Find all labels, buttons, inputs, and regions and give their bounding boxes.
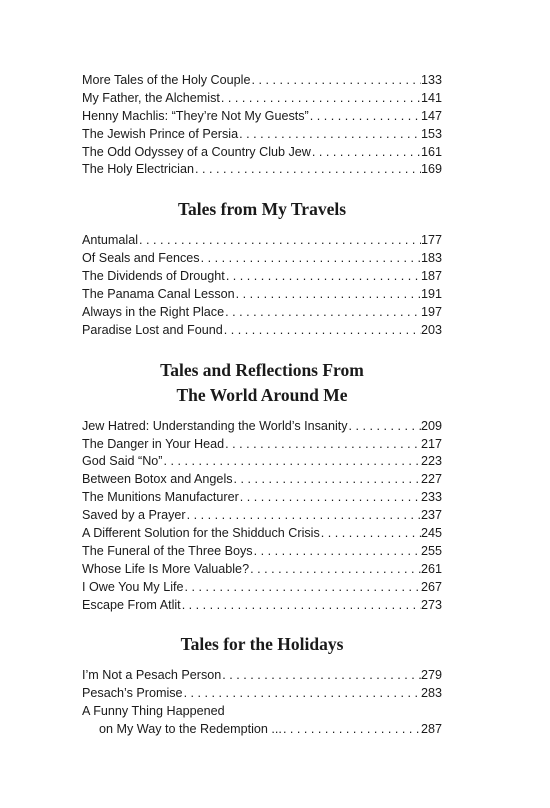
dot-leader bbox=[236, 286, 421, 304]
toc-entry bbox=[82, 597, 442, 615]
toc-entry bbox=[82, 72, 442, 90]
section-heading-travels bbox=[82, 197, 442, 222]
dot-leader bbox=[222, 667, 421, 685]
entry-page-number: 237 bbox=[420, 508, 442, 523]
entry-page-number: 161 bbox=[420, 144, 442, 159]
dot-leader bbox=[187, 507, 421, 525]
entry-page-number: 169 bbox=[420, 162, 442, 177]
toc-entry bbox=[82, 525, 442, 543]
entry-title: More Tales of the Holy Couple bbox=[82, 73, 251, 87]
entry-page-number: 283 bbox=[420, 686, 442, 701]
dot-leader bbox=[283, 721, 421, 739]
entry-page-number: 209 bbox=[420, 418, 442, 433]
continued-entry-list bbox=[82, 72, 442, 179]
entry-title: Whose Life Is More Valuable? bbox=[82, 561, 250, 576]
toc-entry bbox=[82, 561, 442, 579]
entry-title: Pesach’s Promise bbox=[82, 686, 183, 701]
section-heading-holidays bbox=[82, 632, 442, 657]
entry-title: Henny Machlis: “They’re Not My Guests” bbox=[82, 108, 309, 123]
entry-page-number: 267 bbox=[420, 579, 442, 594]
entry-page-number: 197 bbox=[420, 304, 442, 319]
dot-leader bbox=[201, 250, 421, 268]
table-of-contents bbox=[82, 72, 442, 739]
toc-entry bbox=[82, 667, 442, 685]
dot-leader bbox=[239, 126, 421, 144]
toc-entry bbox=[82, 721, 442, 739]
entry-title: The Odd Odyssey of a Country Club Jew bbox=[82, 144, 311, 159]
toc-entry bbox=[82, 108, 442, 126]
section-heading-line: The World Around Me bbox=[176, 384, 348, 405]
toc-entry bbox=[82, 418, 442, 436]
dot-leader bbox=[312, 144, 421, 162]
toc-entry bbox=[82, 507, 442, 525]
entry-title: Of Seals and Fences bbox=[82, 251, 200, 266]
toc-entry bbox=[82, 286, 442, 304]
entry-title: The Holy Electrician bbox=[82, 162, 194, 177]
entry-page-number: 191 bbox=[420, 287, 442, 302]
toc-entry bbox=[82, 489, 442, 507]
entry-title: Escape From Atlit bbox=[82, 597, 181, 612]
entry-page-number: 187 bbox=[420, 269, 442, 284]
entry-page-number: 279 bbox=[420, 668, 442, 683]
dot-leader bbox=[224, 322, 421, 340]
section-entry-list-world bbox=[82, 418, 442, 615]
dot-leader bbox=[250, 561, 421, 579]
toc-entry bbox=[82, 453, 442, 471]
toc-entry bbox=[82, 304, 442, 322]
section-heading-line: Tales from My Travels bbox=[177, 199, 347, 220]
dot-leader bbox=[349, 418, 421, 436]
dot-leader bbox=[254, 543, 421, 561]
dot-leader bbox=[234, 471, 421, 489]
toc-entry bbox=[82, 126, 442, 144]
toc-entry bbox=[82, 543, 442, 561]
entry-title: The Jewish Prince of Persia bbox=[82, 126, 239, 141]
entry-page-number: 153 bbox=[420, 126, 442, 141]
toc-entry bbox=[82, 703, 442, 721]
entry-title: Jew Hatred: Understanding the World’s Insanity bbox=[82, 418, 348, 433]
section-heading-world bbox=[82, 358, 442, 408]
entry-title: Always in the Right Place bbox=[82, 304, 225, 319]
toc-entry bbox=[82, 471, 442, 489]
toc-entry bbox=[82, 250, 442, 268]
toc-entry bbox=[82, 232, 442, 250]
entry-title: God Said “No” bbox=[82, 454, 163, 469]
entry-title: The Panama Canal Lesson bbox=[82, 287, 235, 302]
entry-page-number: 261 bbox=[420, 561, 442, 576]
entry-page-number: 255 bbox=[420, 543, 442, 558]
entry-title: My Father, the Alchemist bbox=[82, 90, 220, 105]
entry-title: The Dividends of Drought bbox=[82, 269, 225, 284]
entry-title: The Munitions Manufacturer bbox=[82, 490, 239, 505]
entry-page-number: 227 bbox=[420, 472, 442, 487]
dot-leader bbox=[226, 268, 421, 286]
dot-leader bbox=[310, 108, 421, 126]
entry-title: A Different Solution for the Shidduch Crisis bbox=[82, 526, 320, 541]
entry-title: The Danger in Your Head bbox=[82, 436, 225, 451]
entry-page-number: 287 bbox=[420, 722, 442, 737]
dot-leader bbox=[221, 90, 421, 108]
toc-entry bbox=[82, 579, 442, 597]
entry-page-number: 273 bbox=[420, 597, 442, 612]
dot-leader bbox=[184, 685, 421, 703]
entry-page-number: 223 bbox=[420, 454, 442, 469]
entry-page-number: 183 bbox=[420, 251, 442, 266]
dot-leader bbox=[240, 489, 421, 507]
dot-leader bbox=[182, 597, 421, 615]
entry-title: The Funeral of the Three Boys bbox=[82, 543, 253, 558]
toc-entry bbox=[82, 144, 442, 162]
entry-title: Between Botox and Angels bbox=[82, 472, 233, 487]
entry-title: Antumalal bbox=[82, 233, 139, 248]
entry-title: Paradise Lost and Found bbox=[82, 322, 223, 337]
dot-leader bbox=[195, 161, 421, 179]
dot-leader bbox=[139, 232, 421, 250]
toc-entry bbox=[82, 161, 442, 179]
dot-leader bbox=[251, 72, 421, 90]
section-entry-list-holidays bbox=[82, 667, 442, 739]
entry-page-number: 203 bbox=[420, 322, 442, 337]
entry-title: I’m Not a Pesach Person bbox=[82, 668, 222, 683]
entry-title: I Owe You My Life bbox=[82, 579, 184, 594]
toc-entry bbox=[82, 268, 442, 286]
entry-title: on My Way to the Redemption ... bbox=[99, 722, 282, 737]
entry-page-number: 233 bbox=[420, 490, 442, 505]
dot-leader bbox=[164, 453, 421, 471]
section-heading-line: Tales and Reflections From bbox=[160, 359, 364, 380]
section-heading-line: Tales for the Holidays bbox=[180, 634, 344, 655]
entry-page-number: 217 bbox=[420, 436, 442, 451]
entry-page-number: 177 bbox=[420, 233, 442, 248]
section-entry-list-travels bbox=[82, 232, 442, 339]
toc-entry bbox=[82, 322, 442, 340]
entry-page-number: 133 bbox=[420, 73, 442, 87]
entry-page-number: 147 bbox=[420, 108, 442, 123]
entry-title: Saved by a Prayer bbox=[82, 508, 186, 523]
dot-leader bbox=[225, 436, 421, 454]
toc-entry bbox=[82, 436, 442, 454]
entry-page-number: 245 bbox=[420, 526, 442, 541]
dot-leader bbox=[185, 579, 421, 597]
entry-page-number: 141 bbox=[420, 90, 442, 105]
toc-entry bbox=[82, 90, 442, 108]
entry-title: A Funny Thing Happened bbox=[82, 704, 225, 719]
dot-leader bbox=[321, 525, 421, 543]
dot-leader bbox=[225, 304, 421, 322]
toc-entry bbox=[82, 685, 442, 703]
